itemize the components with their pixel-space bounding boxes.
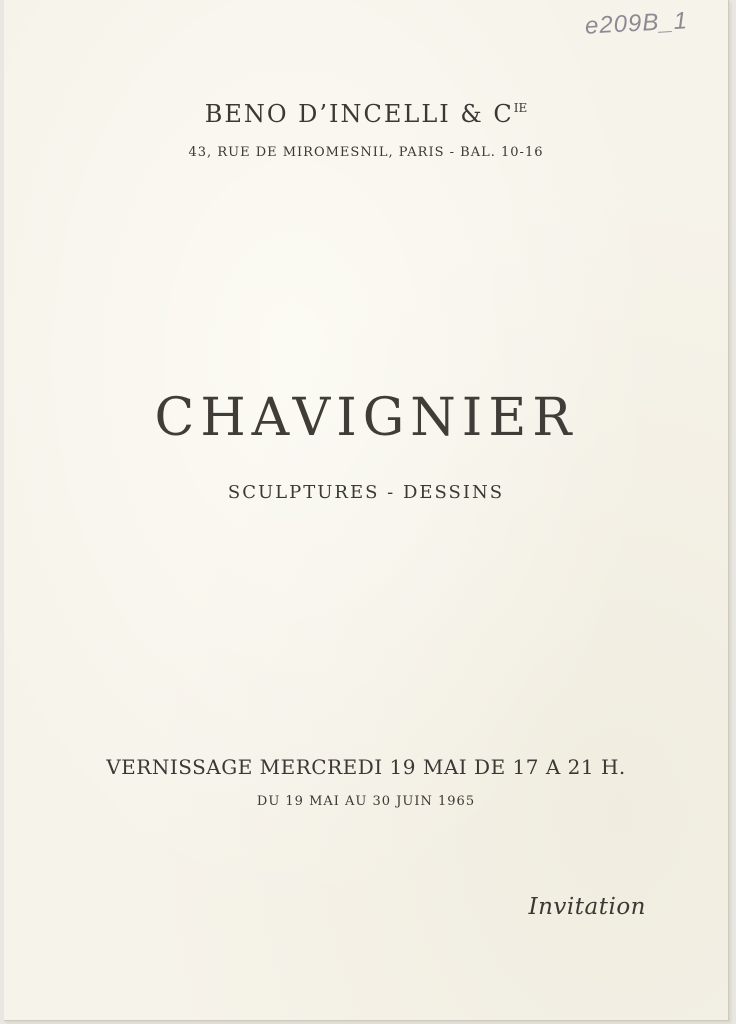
artist-name: CHAVIGNIER (154, 388, 578, 448)
invitation-label: Invitation (528, 894, 646, 920)
invitation-card (4, 0, 729, 1021)
vernissage-line: VERNISSAGE MERCREDI 19 MAI DE 17 A 21 H. (106, 755, 626, 779)
handwritten-annotation: e209B_1 (584, 7, 689, 40)
gallery-address: 43, RUE DE MIROMESNIL, PARIS - BAL. 10-16 (188, 145, 544, 160)
exhibition-subtitle: SCULPTURES - DESSINS (227, 482, 505, 503)
exhibition-dates: DU 19 MAI AU 30 JUIN 1965 (256, 794, 476, 809)
gallery-name-text: BENO D’INCELLI & C (204, 100, 514, 128)
gallery-name (4, 100, 728, 128)
gallery-name-superscript: IE (513, 101, 528, 115)
